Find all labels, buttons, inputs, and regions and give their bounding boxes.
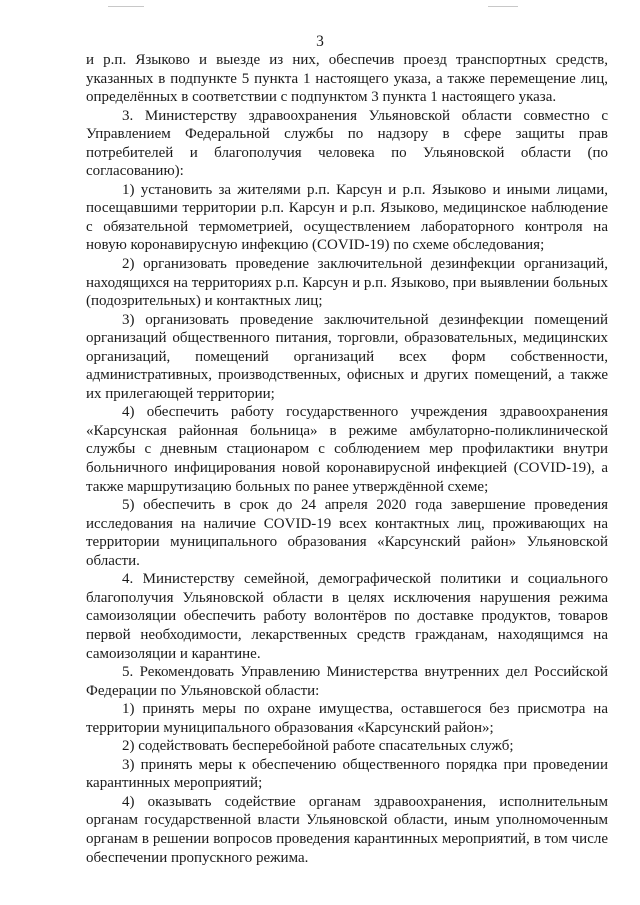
scan-edge-mark — [488, 6, 518, 7]
subitem-3-1: 1) установить за жителями р.п. Карсун и р.п. Языково и иными лицами, посещавшими территории р.п. Карсун и р.п. Языково, медицинское наблюдение с обязательной термометрией, осуществлением лабораторного контроля на новую коронавирусную инфекцию (COVID-19) по схеме обследования; — [86, 181, 608, 254]
subitem-3-3: 3) организовать проведение заключительной дезинфекции помещений организаций общественного питания, торговли, образовательных, медицинских организаций, помещений организаций всех форм собственности, административных, производственных, офисных и других помещений, а также их прилегающей территории; — [86, 311, 608, 402]
paragraph-item-4: 4. Министерству семейной, демографической политики и социального благополучия Ульяновской области в целях исключения нарушения режима самоизоляции обеспечить работу волонтёров по доставке продуктов, товаров первой необходимости, лекарственных средств гражданам, находящимся на самоизоляции и карантине. — [86, 571, 608, 662]
page-number: 3 — [316, 33, 324, 50]
subitem-5-1: 1) принять меры по охране имущества, оставшегося без присмотра на территории муниципального образования «Карсунский район»; — [86, 701, 608, 736]
subitem-3-5: 5) обеспечить в срок до 24 апреля 2020 года завершение проведения исследования на наличие COVID-19 всех контактных лиц, проживающих на территории муниципального образования «Карсунский район» Ульяновской области. — [86, 497, 608, 569]
subitem-3-2: 2) организовать проведение заключительной дезинфекции организаций, находящихся на территориях р.п. Карсун и р.п. Языково, при выявлении больных (подозрительных) и контактных лиц; — [86, 256, 608, 310]
document-body — [86, 51, 608, 867]
subitem-5-4: 4) оказывать содействие органам здравоохранения, исполнительным органам государственной власти Ульяновской области, иным уполномоченным органам в решении вопросов проведения карантинных мероприятий, в том числе обеспечении пропускного режима. — [86, 793, 608, 866]
subitem-3-4: 4) обеспечить работу государственного учреждения здравоохранения «Карсунская районная больница» в режиме амбулаторно-поликлинической службы с дневным стационаром с соблюдением мер профилактики внутри больничного инфицирования новой коронавирусной инфекцией (COVID-19), а также маршрутизацию больных по ранее утверждённой схеме; — [86, 404, 608, 495]
paragraph-item-5: 5. Рекомендовать Управлению Министерства внутренних дел Российской Федерации по Ульяновской области: — [86, 664, 608, 699]
scan-edge-mark — [108, 6, 144, 7]
subitem-5-2: 2) содействовать бесперебойной работе спасательных служб; — [122, 738, 514, 755]
subitem-5-3: 3) принять меры к обеспечению общественного порядка при проведении карантинных мероприятий; — [86, 756, 608, 792]
paragraph-continuation: и р.п. Языково и выезде из них, обеспечив проезд транспортных средств, указанных в подпункте 5 пункта 1 настоящего указа, а также перемещение лиц, определённых в соответствии с подпунктом 3 пункта 1 настоящего указа. — [86, 52, 608, 106]
paragraph-item-3: 3. Министерству здравоохранения Ульяновской области совместно с Управлением Федеральной службы по надзору в сфере защиты прав потребителей и благополучия человека по Ульяновской области (по согласованию): — [86, 107, 608, 180]
